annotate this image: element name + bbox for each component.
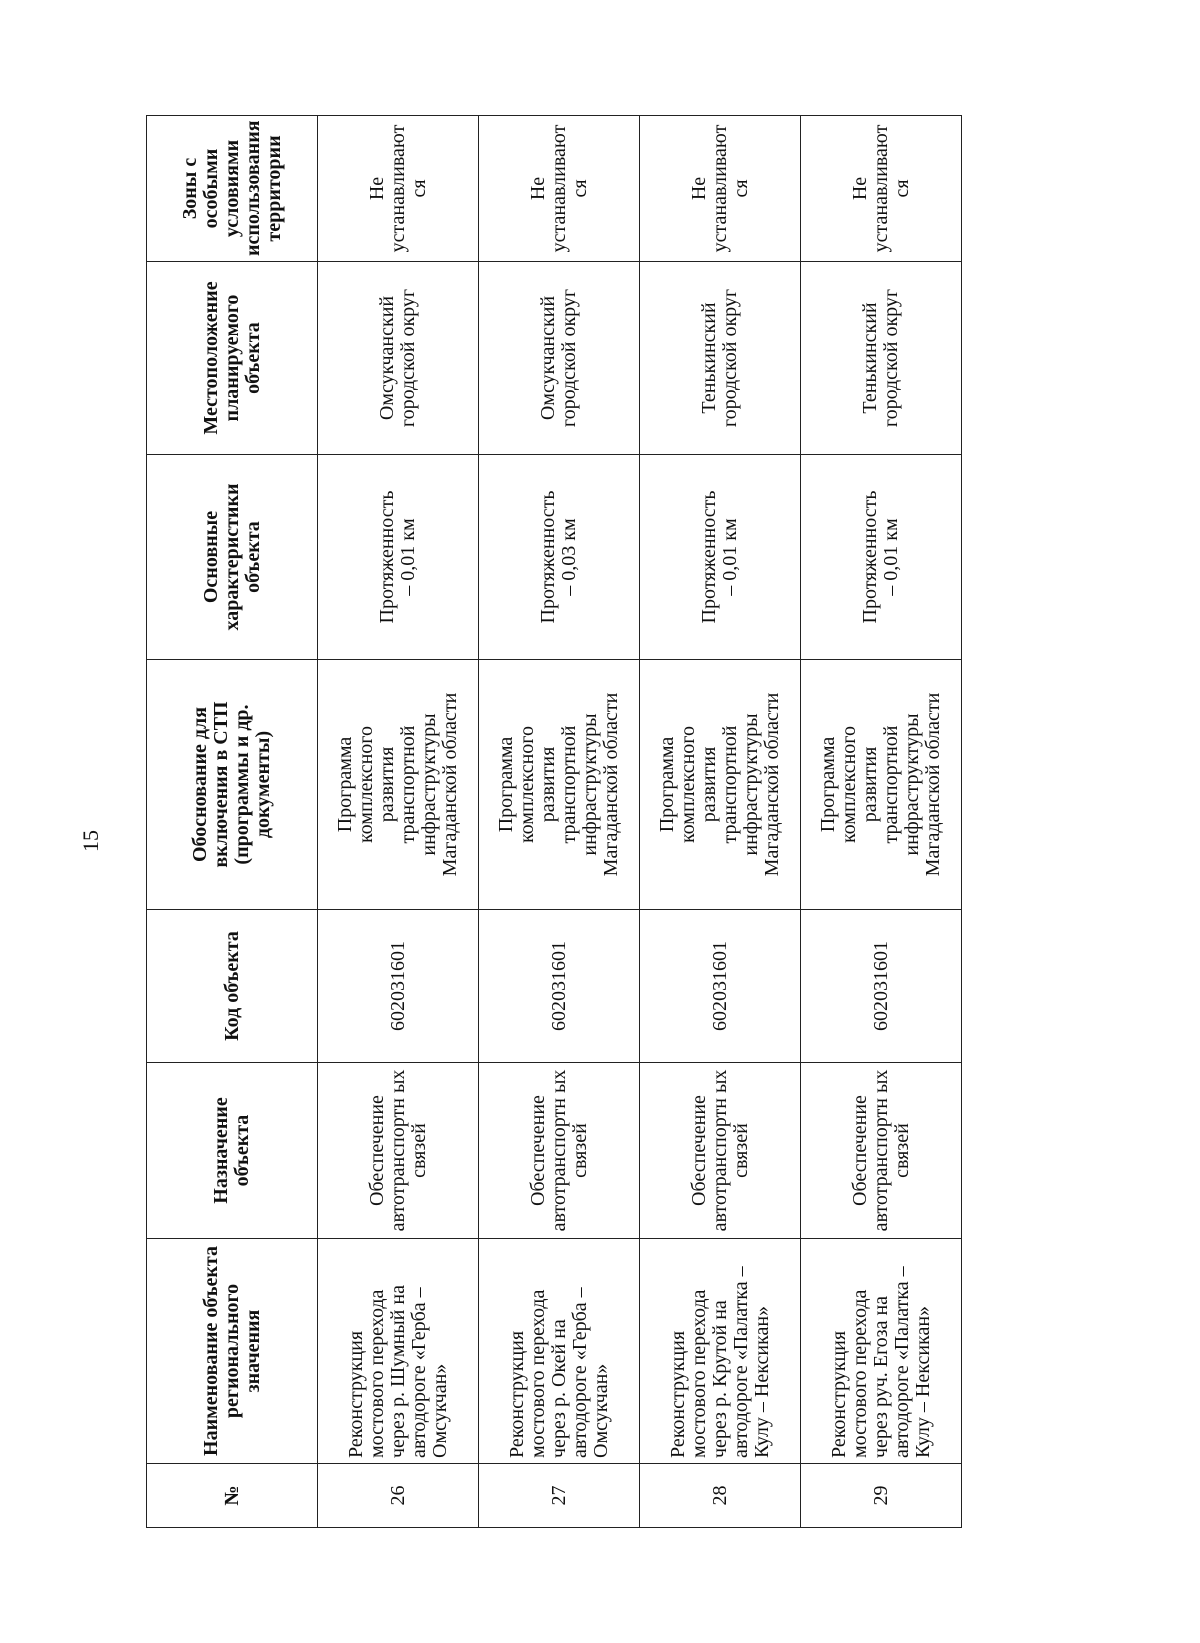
- header-object-name: Наименование объекта регионального значения: [147, 1239, 318, 1464]
- inclusion-basis: Программа комплексного развития транспортной инфраструктуры Магаданской области: [801, 660, 962, 910]
- special-zones: Не устанавливают ся: [801, 116, 962, 262]
- page-number: 15: [78, 830, 103, 852]
- object-code: 602031601: [801, 910, 962, 1063]
- object-purpose: Обеспечение автотранспортн ых связей: [479, 1063, 640, 1239]
- special-zones: Не устанавливают ся: [640, 116, 801, 262]
- special-zones: Не устанавливают ся: [479, 116, 640, 262]
- object-characteristics: Протяженность – 0,03 км: [479, 455, 640, 660]
- row-number: 28: [640, 1464, 801, 1528]
- table-row: [640, 116, 801, 1528]
- regional-objects-table: [146, 115, 962, 1528]
- object-purpose: Обеспечение автотранспортн ых связей: [640, 1063, 801, 1239]
- object-name: Реконструкция мостового перехода через р. Шумный на автодороге «Герба – Омсукчан»: [318, 1239, 479, 1464]
- object-purpose: Обеспечение автотранспортн ых связей: [801, 1063, 962, 1239]
- object-code: 602031601: [640, 910, 801, 1063]
- header-basis: Обоснование для включения в СТП (программы и др. документы): [147, 660, 318, 910]
- header-location: Местоположение планируемого объекта: [147, 262, 318, 455]
- rotated-table-wrapper: [146, 116, 961, 1528]
- row-number: 29: [801, 1464, 962, 1528]
- table-row: [318, 116, 479, 1528]
- object-characteristics: Протяженность – 0,01 км: [801, 455, 962, 660]
- table-header-row: [147, 116, 318, 1528]
- table-row: [479, 116, 640, 1528]
- row-number: 26: [318, 1464, 479, 1528]
- header-characteristics: Основные характеристики объекта: [147, 455, 318, 660]
- object-name: Реконструкция мостового перехода через р. Окей на автодороге «Герба – Омсукчан»: [479, 1239, 640, 1464]
- object-characteristics: Протяженность – 0,01 км: [318, 455, 479, 660]
- inclusion-basis: Программа комплексного развития транспортной инфраструктуры Магаданской области: [640, 660, 801, 910]
- object-location: Тенькинский городской округ: [640, 262, 801, 455]
- row-number: 27: [479, 1464, 640, 1528]
- object-purpose: Обеспечение автотранспортн ых связей: [318, 1063, 479, 1239]
- header-zones: Зоны с особыми условиями использования территории: [147, 116, 318, 262]
- object-code: 602031601: [479, 910, 640, 1063]
- header-number: №: [147, 1464, 318, 1528]
- special-zones: Не устанавливают ся: [318, 116, 479, 262]
- inclusion-basis: Программа комплексного развития транспортной инфраструктуры Магаданской области: [479, 660, 640, 910]
- object-characteristics: Протяженность – 0,01 км: [640, 455, 801, 660]
- object-location: Омсукчанский городской округ: [479, 262, 640, 455]
- header-purpose: Назначение объекта: [147, 1063, 318, 1239]
- object-location: Омсукчанский городской округ: [318, 262, 479, 455]
- inclusion-basis: Программа комплексного развития транспортной инфраструктуры Магаданской области: [318, 660, 479, 910]
- object-location: Тенькинский городской округ: [801, 262, 962, 455]
- object-name: Реконструкция мостового перехода через р. Крутой на автодороге «Палатка – Кулу – Нексикан»: [640, 1239, 801, 1464]
- header-code: Код объекта: [147, 910, 318, 1063]
- object-code: 602031601: [318, 910, 479, 1063]
- table-row: [801, 116, 962, 1528]
- object-name: Реконструкция мостового перехода через руч. Егоза на автодороге «Палатка – Кулу – Нексикан»: [801, 1239, 962, 1464]
